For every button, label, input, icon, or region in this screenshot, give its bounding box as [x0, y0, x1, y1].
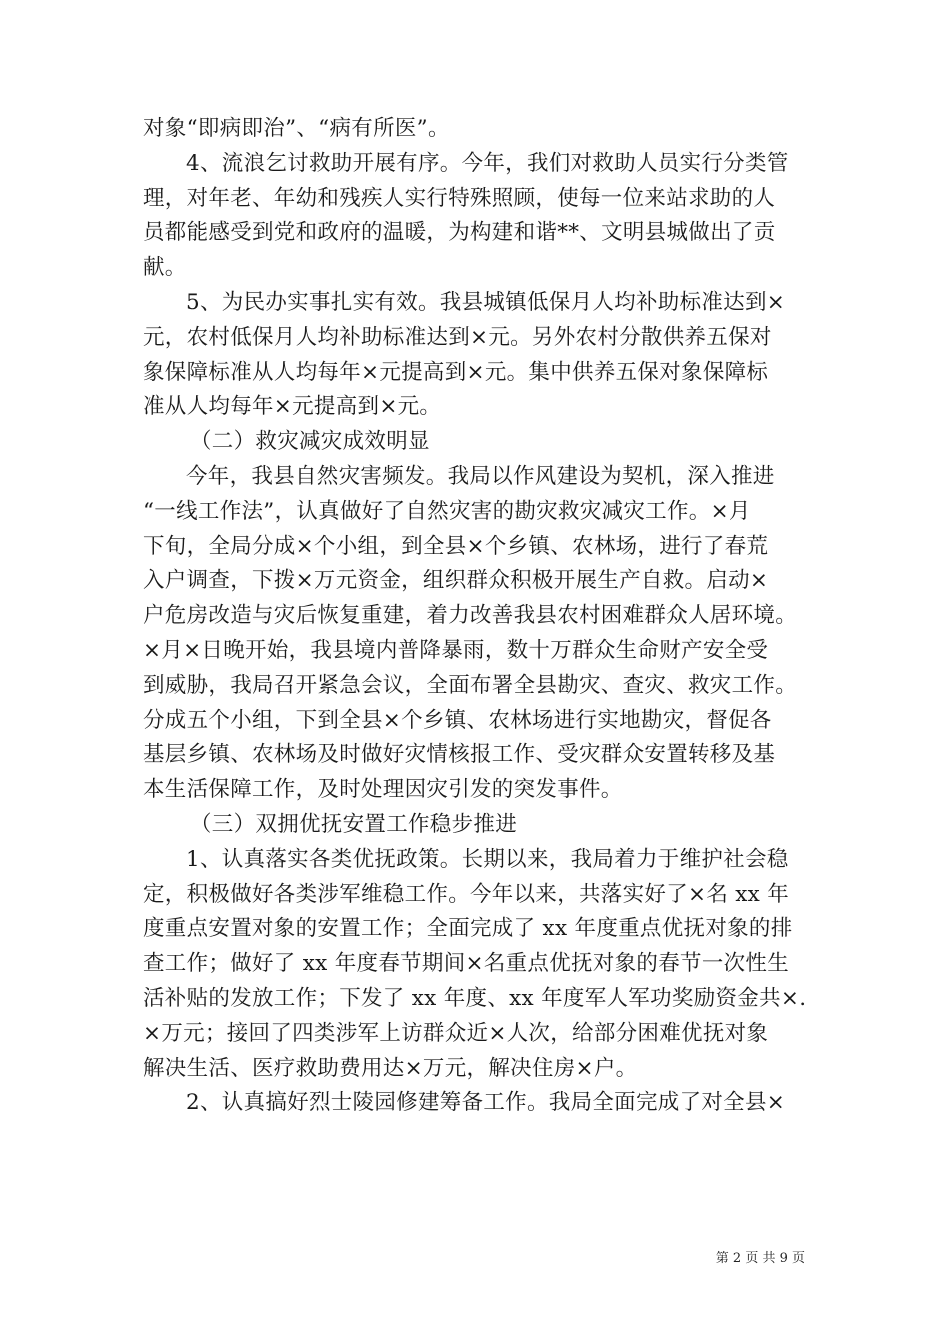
text-line: 5、为民办实事扎实有效。我县城镇低保月人均补助标准达到× [186, 289, 786, 315]
text-line: “一线工作法”，认真做好了自然灾害的勘灾救灾减灾工作。×月 [143, 498, 751, 524]
text-line: 查工作；做好了 xx 年度春节期间×名重点优抚对象的春节一次性生 [143, 951, 790, 977]
text-line: 分成五个小组，下到全县×个乡镇、农林场进行实地勘灾，督促各 [143, 707, 772, 733]
text-line: （三）双拥优抚安置工作稳步推进 [190, 811, 518, 837]
text-line: 定，积极做好各类涉军维稳工作。今年以来，共落实好了×名 xx 年 [143, 881, 790, 907]
text-line: 象保障标准从人均每年×元提高到×元。集中供养五保对象保障标 [143, 359, 769, 385]
text-line: 员都能感受到党和政府的温暖，为构建和谐**、文明县城做出了贡 [143, 220, 776, 246]
text-line: 理，对年老、年幼和残疾人实行特殊照顾，使每一位来站求助的人 [143, 185, 776, 211]
text-line: ×月×日晚开始，我县境内普降暴雨，数十万群众生命财产安全受 [143, 637, 769, 663]
text-line: 对象“即病即治”、“病有所医”。 [143, 116, 450, 141]
text-line: 元，农村低保月人均补助标准达到×元。另外农村分散供养五保对 [143, 324, 772, 350]
text-line: 户危房改造与灾后恢复重建，着力改善我县农村困难群众人居环境。 [143, 603, 798, 629]
text-line: 今年，我县自然灾害频发。我局以作风建设为契机，深入推进 [186, 463, 775, 489]
text-line: 入户调查，下拨×万元资金，组织群众积极开展生产自救。启动× [143, 568, 769, 594]
text-line: 4、流浪乞讨救助开展有序。今年，我们对救助人员实行分类管 [186, 150, 789, 176]
text-line: 活补贴的发放工作；下发了 xx 年度、xx 年度军人军功奖励资金共×. [143, 985, 807, 1011]
text-line: 准从人均每年×元提高到×元。 [143, 394, 442, 420]
text-line: 本生活保障工作，及时处理因灾引发的突发事件。 [143, 777, 623, 803]
text-line: 度重点安置对象的安置工作；全面完成了 xx 年度重点优抚对象的排 [143, 916, 793, 942]
text-line: 2、认真搞好烈士陵园修建筹备工作。我局全面完成了对全县× [186, 1090, 786, 1116]
text-line: 基层乡镇、农林场及时做好灾情核报工作、受灾群众安置转移及基 [143, 742, 776, 768]
text-line: （二）救灾减灾成效明显 [190, 429, 430, 455]
text-line: 解决生活、医疗救助费用达×万元，解决住房×户。 [143, 1055, 638, 1081]
text-line: 下旬，全局分成×个小组，到全县×个乡镇、农林场，进行了春荒 [143, 533, 769, 559]
text-line: 1、认真落实各类优抚政策。长期以来，我局着力于维护社会稳 [186, 846, 789, 872]
page-footer: 第 2 页 共 9 页 [715, 1251, 805, 1266]
text-line: ×万元；接回了四类涉军上访群众近×人次，给部分困难优抚对象 [143, 1020, 769, 1046]
text-line: 到威胁，我局召开紧急会议，全面布署全县勘灾、查灾、救灾工作。 [143, 672, 798, 698]
text-line: 献。 [143, 255, 187, 281]
body-text [143, 112, 811, 1121]
